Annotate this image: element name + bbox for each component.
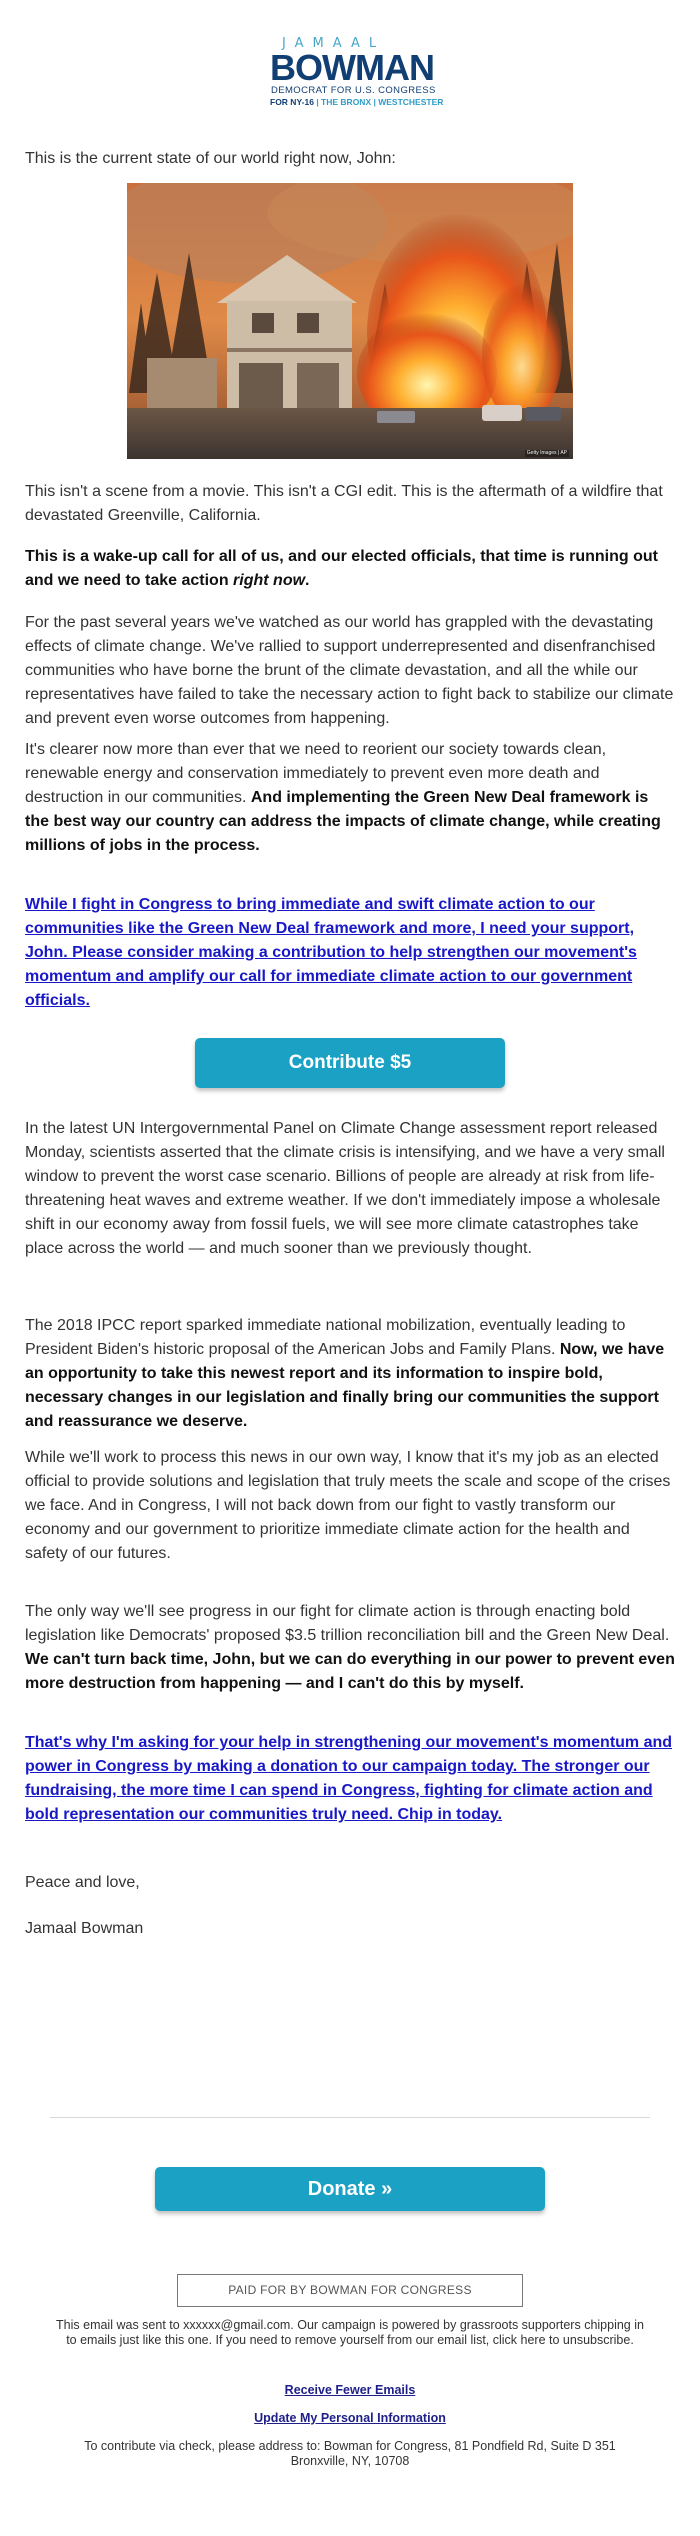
paragraph-2-end: . bbox=[305, 572, 310, 589]
campaign-logo bbox=[270, 36, 444, 107]
donation-appeal-link-2[interactable]: That's why I'm asking for your help in strengthening our movement's momentum and power in Congress by making a donation to our campaign today. The stronger our fundraising, the more time I can spend in Congress, fighting for climate action and bold representation our communities truly need. Chip in today. bbox=[25, 1734, 673, 1823]
paragraph-8-regular: The only way we'll see progress in our fight for climate action is through enacting bold legislation like Democrats' proposed $3.5 trillion reconciliation bill and the Green New Deal. bbox=[25, 1603, 670, 1644]
paid-for-disclaimer: PAID FOR BY BOWMAN FOR CONGRESS bbox=[177, 2274, 523, 2307]
logo-last-name: BOWMAN bbox=[270, 47, 434, 88]
paragraph-8-bold: We can't turn back time, John, but we can do everything in our power to prevent even more destruction from happening — and I can't do this by myself. bbox=[25, 1651, 675, 1692]
update-info bbox=[50, 2411, 650, 2426]
contribute-5-button[interactable]: Contribute $5 bbox=[195, 1038, 505, 1088]
paragraph-4-bold: And implementing the Green New Deal framework is the best way our country can address the impacts of climate change, while creating millions of jobs in the process. bbox=[25, 789, 661, 854]
donate-button[interactable]: Donate » bbox=[155, 2167, 545, 2211]
paragraph-7: While we'll work to process this news in our own way, I know that it's my job as an elected official to provide solutions and legislation that truly meets the scale and scope of the crises we face. And in Congress, I will not back down from our fight to vastly transform our economy and our government to prioritize immediate climate action for the health and safety of our futures. bbox=[25, 1449, 671, 1562]
wildfire-photo bbox=[127, 183, 573, 459]
paragraph-6-bold: Now, we have an opportunity to take this newest report and its information to inspire bold, necessary changes in our legislation and finally bring our communities the support and reassurance we deserve. bbox=[25, 1341, 665, 1430]
logo-subtitle: DEMOCRAT FOR U.S. CONGRESS bbox=[271, 85, 436, 96]
logo-district-area: | THE BRONX | WESTCHESTER bbox=[316, 97, 444, 107]
paragraph-6-regular: The 2018 IPCC report sparked immediate national mobilization, eventually leading to President Biden's historic proposal of the American Jobs and Family Plans. bbox=[25, 1317, 626, 1358]
donation-appeal-2 bbox=[25, 1731, 675, 1827]
paragraph-6 bbox=[25, 1314, 675, 1434]
logo-first-name: JAMAAL bbox=[282, 36, 386, 51]
footer-divider bbox=[50, 2117, 650, 2118]
paragraph-8 bbox=[25, 1600, 675, 1696]
paragraph-5: In the latest UN Intergovernmental Panel on Climate Change assessment report released Monday, scientists asserted that the climate crisis is intensifying, and we have a very small window to prevent the worst case scenario. Billions of people are already at risk from life-threatening heat waves and extreme weather. If we don't immediately impose a wholesale shift in our economy away from fossil fuels, we will see more climate catastrophes take place across the world — and much sooner than we previously thought. bbox=[25, 1120, 665, 1257]
paragraph-1: This isn't a scene from a movie. This isn't a CGI edit. This is the aftermath of a wildfire that devastated Greenville, California. bbox=[25, 483, 663, 524]
mailing-address: To contribute via check, please address to: Bowman for Congress, 81 Pondfield Rd, Suite D 351 Bronxville, NY, 10708 bbox=[84, 2439, 616, 2468]
donation-appeal-link-1[interactable]: While I fight in Congress to bring immediate and swift climate action to our communities like the Green New Deal framework and more, I need your support, John. Please consider making a contribution to help strengthen our movement's momentum and amplify our call for immediate climate action to our government officials. bbox=[25, 896, 637, 1009]
signature: Jamaal Bowman bbox=[25, 1920, 144, 1937]
update-info-link[interactable]: Update My Personal Information bbox=[254, 2411, 446, 2425]
paragraph-4-regular: It's clearer now more than ever that we need to reorient our society towards clean, renewable energy and conservation immediately to prevent even more death and destruction in our communities. bbox=[25, 741, 607, 806]
donation-appeal-1 bbox=[25, 893, 675, 1013]
greeting-text: This is the current state of our world right now, John: bbox=[25, 150, 396, 167]
paragraph-4 bbox=[25, 738, 675, 858]
paragraph-2-bold: This is a wake-up call for all of us, and our elected officials, that time is running out and we need to take action bbox=[25, 548, 658, 589]
paragraph-3: For the past several years we've watched as our world has grappled with the devastating effects of climate change. We've rallied to support underrepresented and disenfranchised communities who have borne the brunt of the climate devastation, and all the while our representatives have failed to take the necessary action to fight back to stabilize our climate and prevent even worse outcomes from happening. bbox=[25, 614, 674, 727]
photo-credit: Getty Images | AP bbox=[526, 450, 567, 456]
paragraph-2 bbox=[25, 545, 675, 593]
receive-fewer-emails bbox=[50, 2383, 650, 2398]
logo-district-code: FOR NY-16 bbox=[270, 97, 314, 107]
receive-fewer-emails-link[interactable]: Receive Fewer Emails bbox=[284, 2383, 416, 2397]
logo-district bbox=[270, 97, 444, 108]
paragraph-2-italic: right now bbox=[233, 572, 306, 589]
unsubscribe-notice[interactable]: This email was sent to xxxxxx@gmail.com. Our campaign is powered by grassroots supporters chipping in to emails just like this one. If you need to remove yourself from our email list, click here to unsubscribe. bbox=[56, 2318, 644, 2347]
signoff: Peace and love, bbox=[25, 1874, 140, 1891]
